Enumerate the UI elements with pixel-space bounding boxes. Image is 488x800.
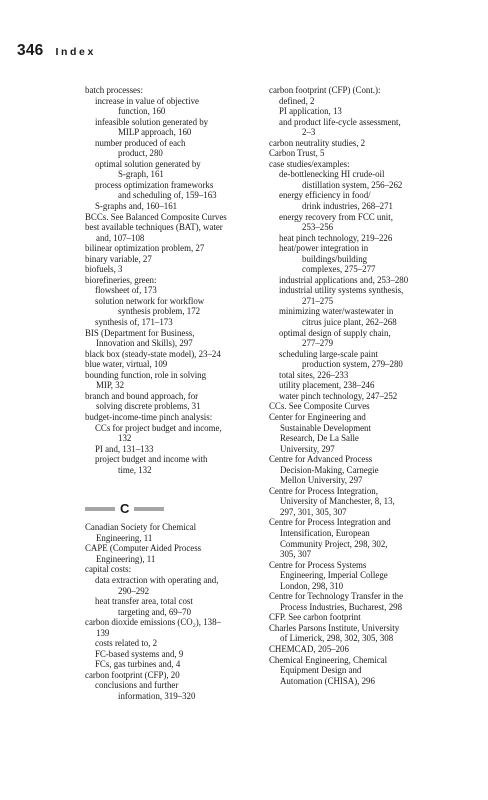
index-entry	[85, 370, 263, 391]
index-entry	[85, 275, 263, 286]
running-head-title: Index	[55, 46, 96, 58]
entry-text: synthesis of, 171–173	[95, 317, 173, 328]
index-column-right	[269, 85, 469, 686]
index-entry	[269, 454, 469, 486]
index-entry	[269, 655, 469, 687]
entry-text: energy efficiency in food/	[279, 190, 371, 201]
index-subentry	[269, 275, 469, 286]
entry-text: BCCs. See Balanced Composite Curves	[85, 211, 227, 222]
entry-text: optimal design of supply chain,	[279, 327, 391, 338]
entry-text: CAPE (Computer Aided Process	[85, 543, 202, 554]
entry-text: project budget and income with	[95, 454, 208, 465]
entry-text: defined, 2	[279, 95, 315, 106]
index-subentry	[269, 328, 469, 349]
index-subentry	[269, 233, 469, 244]
entry-text: Center for Engineering and	[269, 411, 366, 422]
entry-text: Centre for Advanced Process	[269, 454, 373, 465]
entry-text: increase in value of objective	[95, 95, 199, 106]
index-entry	[85, 264, 263, 275]
entry-continuation: Intensification, European	[280, 527, 370, 538]
index-entry	[85, 412, 263, 423]
entry-text: carbon footprint (CFP) (Cont.):	[269, 85, 381, 95]
entry-text: flowsheet of, 173	[95, 285, 157, 296]
index-subentry	[269, 306, 469, 327]
entry-continuation: Equipment Design and	[280, 665, 362, 676]
entry-continuation: of Limerick, 298, 302, 305, 308	[280, 633, 394, 644]
index-subentry	[269, 380, 469, 391]
entry-text: optimal solution generated by	[95, 158, 201, 169]
entry-text: CCs for project budget and income,	[95, 422, 222, 433]
entry-text: heat pinch technology, 219–226	[279, 232, 393, 243]
entry-text: carbon footprint (CFP), 20	[85, 669, 180, 680]
index-entry	[269, 560, 469, 592]
entry-continuation: 305, 307	[280, 549, 312, 560]
index-entry	[269, 644, 469, 655]
entry-continuation: Research, De La Salle	[280, 433, 359, 444]
entry-text: CCs. See Composite Curves	[269, 401, 370, 412]
index-entries-b	[85, 85, 263, 475]
index-entry	[269, 517, 469, 559]
index-subentry	[85, 680, 263, 701]
index-entry	[269, 486, 469, 518]
index-subentry	[269, 190, 469, 211]
entry-text: bilinear optimization problem, 27	[85, 243, 205, 254]
index-entry	[269, 401, 469, 412]
entry-text: industrial utility systems synthesis,	[279, 285, 404, 296]
index-subentry	[85, 201, 263, 212]
entry-continuation: buildings/building	[302, 253, 368, 264]
entry-text: bounding function, role in solving	[85, 369, 207, 380]
index-entry	[269, 612, 469, 623]
entry-continuation: 271–275	[302, 295, 334, 306]
index-entry	[85, 359, 263, 370]
entry-continuation: targeting and, 69–70	[118, 606, 192, 617]
entry-continuation: 277–279	[302, 338, 334, 349]
entry-text: total sites, 226–233	[279, 369, 349, 380]
entry-text: case studies/examples:	[269, 158, 350, 169]
index-entry	[269, 148, 469, 159]
entry-text: carbon dioxide emissions (CO₂), 138–	[85, 617, 221, 628]
entry-continuation: Innovation and Skills), 297	[96, 338, 193, 349]
entry-text: PI application, 13	[279, 106, 342, 117]
entry-text: data extraction with operating and,	[95, 574, 219, 585]
entry-continuation: 290–292	[118, 585, 150, 596]
entry-text: Centre for Process Integration,	[269, 485, 378, 496]
index-entry	[269, 412, 469, 454]
entry-continuation: Process Industries, Bucharest, 298	[280, 601, 403, 612]
entry-text: biofuels, 3	[85, 264, 123, 275]
index-entry	[269, 138, 469, 149]
entry-text: budget-income-time pinch analysis:	[85, 411, 213, 422]
entry-text: capital costs:	[85, 564, 132, 575]
entry-text: de-bottlenecking HI crude-oil	[279, 169, 385, 180]
index-subentry	[85, 317, 263, 328]
index-subentry	[85, 638, 263, 649]
entry-text: biorefineries, green:	[85, 274, 157, 285]
entry-text: branch and bound approach, for	[85, 390, 199, 401]
index-entry	[85, 543, 263, 564]
index-subentry	[85, 575, 263, 596]
index-entry	[85, 564, 263, 575]
entry-continuation: MIP, 32	[96, 380, 125, 391]
entry-continuation: Engineering), 11	[96, 553, 156, 564]
index-entry	[85, 522, 263, 543]
entry-continuation: Mellon University, 297	[280, 475, 363, 486]
index-entry	[85, 349, 263, 360]
entry-continuation: Engineering, 11	[96, 532, 153, 543]
entry-continuation: Sustainable Development	[280, 422, 371, 433]
entry-text: Chemical Engineering, Chemical	[269, 654, 388, 665]
index-subentry	[269, 370, 469, 381]
entry-text: Centre for Technology Transfer in the	[269, 591, 404, 602]
entry-text: CHEMCAD, 205–206	[269, 643, 349, 654]
index-subentry	[269, 117, 469, 138]
index-subentry	[85, 659, 263, 670]
entry-continuation: solving discrete problems, 31	[96, 401, 201, 412]
index-entry	[85, 328, 263, 349]
entry-text: and product life-cycle assessment,	[279, 116, 401, 127]
index-entry	[85, 670, 263, 681]
entry-continuation: 139	[96, 627, 110, 638]
index-entry	[85, 243, 263, 254]
section-bar-right	[134, 507, 164, 511]
entry-text: FCs, gas turbines and, 4	[95, 659, 181, 670]
index-column-left	[85, 85, 263, 702]
entry-text: industrial applications and, 253–280	[279, 274, 409, 285]
entry-text: Centre for Process Integration and	[269, 517, 391, 528]
entry-text: heat/power integration in	[279, 243, 369, 254]
entry-continuation: information, 319–320	[118, 690, 196, 701]
index-subentry	[269, 106, 469, 117]
entry-continuation: and scheduling of, 159–163	[118, 190, 217, 201]
index-entry	[85, 617, 263, 638]
entry-text: energy recovery from FCC unit,	[279, 211, 393, 222]
index-subentry	[85, 649, 263, 660]
entry-continuation: distillation system, 256–262	[302, 179, 403, 190]
entry-text: blue water, virtual, 109	[85, 359, 168, 370]
index-subentry	[85, 96, 263, 117]
index-subentry	[85, 296, 263, 317]
index-subentry	[269, 285, 469, 306]
entry-text: CFP. See carbon footprint	[269, 612, 361, 623]
entry-text: Canadian Society for Chemical	[85, 522, 197, 533]
entry-text: solution network for workflow	[95, 295, 205, 306]
section-heading-c	[85, 502, 263, 515]
entry-text: conclusions and further	[95, 680, 179, 691]
index-subentry	[269, 349, 469, 370]
entry-continuation: production system, 279–280	[302, 359, 403, 370]
entry-continuation: S-graph, 161	[118, 169, 164, 180]
entry-continuation: drink industries, 268–271	[302, 201, 393, 212]
index-subentry	[85, 423, 263, 444]
entry-continuation: time, 132	[118, 464, 152, 475]
entry-text: carbon neutrality studies, 2	[269, 137, 366, 148]
entry-text: process optimization frameworks	[95, 179, 214, 190]
entry-continuation: synthesis problem, 172	[118, 306, 201, 317]
entry-text: minimizing water/wastewater in	[279, 306, 394, 317]
entry-text: Carbon Trust, 5	[269, 148, 325, 159]
entry-continuation: 132	[118, 433, 132, 444]
entry-text: Charles Parsons Institute, University	[269, 622, 400, 633]
entry-text: binary variable, 27	[85, 253, 152, 264]
index-entries-c	[85, 522, 263, 701]
entry-continuation: 2–3	[302, 127, 316, 138]
section-letter: C	[120, 501, 130, 517]
index-subentry	[269, 243, 469, 275]
entry-text: costs related to, 2	[95, 638, 158, 649]
entry-continuation: Community Project, 298, 302,	[280, 538, 388, 549]
entry-text: batch processes:	[85, 85, 143, 95]
entry-continuation: University of Manchester, 8, 13,	[280, 496, 395, 507]
index-subentry	[269, 169, 469, 190]
entry-continuation: MILP approach, 160	[118, 127, 192, 138]
entry-text: best available techniques (BAT), water	[85, 222, 223, 233]
index-entry	[85, 254, 263, 265]
entry-text: FC-based systems and, 9	[95, 648, 184, 659]
entry-continuation: and, 107–108	[96, 232, 145, 243]
entry-continuation: product, 280	[118, 148, 163, 159]
entry-continuation: Automation (CHISA), 296	[280, 675, 375, 686]
index-subentry	[85, 180, 263, 201]
entry-text: BIS (Department for Business,	[85, 327, 195, 338]
entry-text: PI and, 131–133	[95, 443, 154, 454]
entry-continuation: 297, 301, 305, 307	[280, 506, 347, 517]
index-subentry	[85, 285, 263, 296]
index-subentry	[85, 454, 263, 475]
entry-continuation: function, 160	[118, 106, 166, 117]
index-entries-c-continued	[269, 85, 469, 686]
index-entry	[85, 212, 263, 223]
index-subentry	[85, 596, 263, 617]
index-subentry	[85, 117, 263, 138]
page-header	[17, 42, 96, 60]
index-entry	[85, 391, 263, 412]
entry-text: Centre for Process Systems	[269, 559, 367, 570]
index-entry	[85, 85, 263, 96]
entry-continuation: University, 297	[280, 443, 335, 454]
entry-text: S-graphs and, 160–161	[95, 201, 178, 212]
entry-text: number produced of each	[95, 137, 186, 148]
entry-text: water pinch technology, 247–252	[279, 390, 398, 401]
entry-continuation: Decision-Making, Carnegie	[280, 464, 379, 475]
index-subentry	[269, 391, 469, 402]
index-entry	[85, 222, 263, 243]
index-subentry	[85, 138, 263, 159]
entry-text: scheduling large-scale paint	[279, 348, 378, 359]
page-number: 346	[17, 42, 44, 59]
index-entry	[269, 591, 469, 612]
entry-continuation: 253–256	[302, 222, 334, 233]
entry-continuation: Engineering, Imperial College	[280, 570, 388, 581]
index-subentry	[85, 444, 263, 455]
entry-text: heat transfer area, total cost	[95, 596, 193, 607]
section-bar-left	[85, 507, 115, 511]
index-subentry	[269, 96, 469, 107]
index-subentry	[85, 159, 263, 180]
entry-text: utility placement, 238–246	[279, 380, 375, 391]
index-entry	[269, 623, 469, 644]
index-entry	[269, 85, 469, 96]
entry-text: infeasible solution generated by	[95, 116, 209, 127]
entry-continuation: citrus juice plant, 262–268	[302, 317, 397, 328]
index-subentry	[269, 212, 469, 233]
index-entry	[269, 159, 469, 170]
entry-text: black box (steady-state model), 23–24	[85, 348, 221, 359]
entry-continuation: London, 298, 310	[280, 580, 344, 591]
entry-continuation: complexes, 275–277	[302, 264, 376, 275]
